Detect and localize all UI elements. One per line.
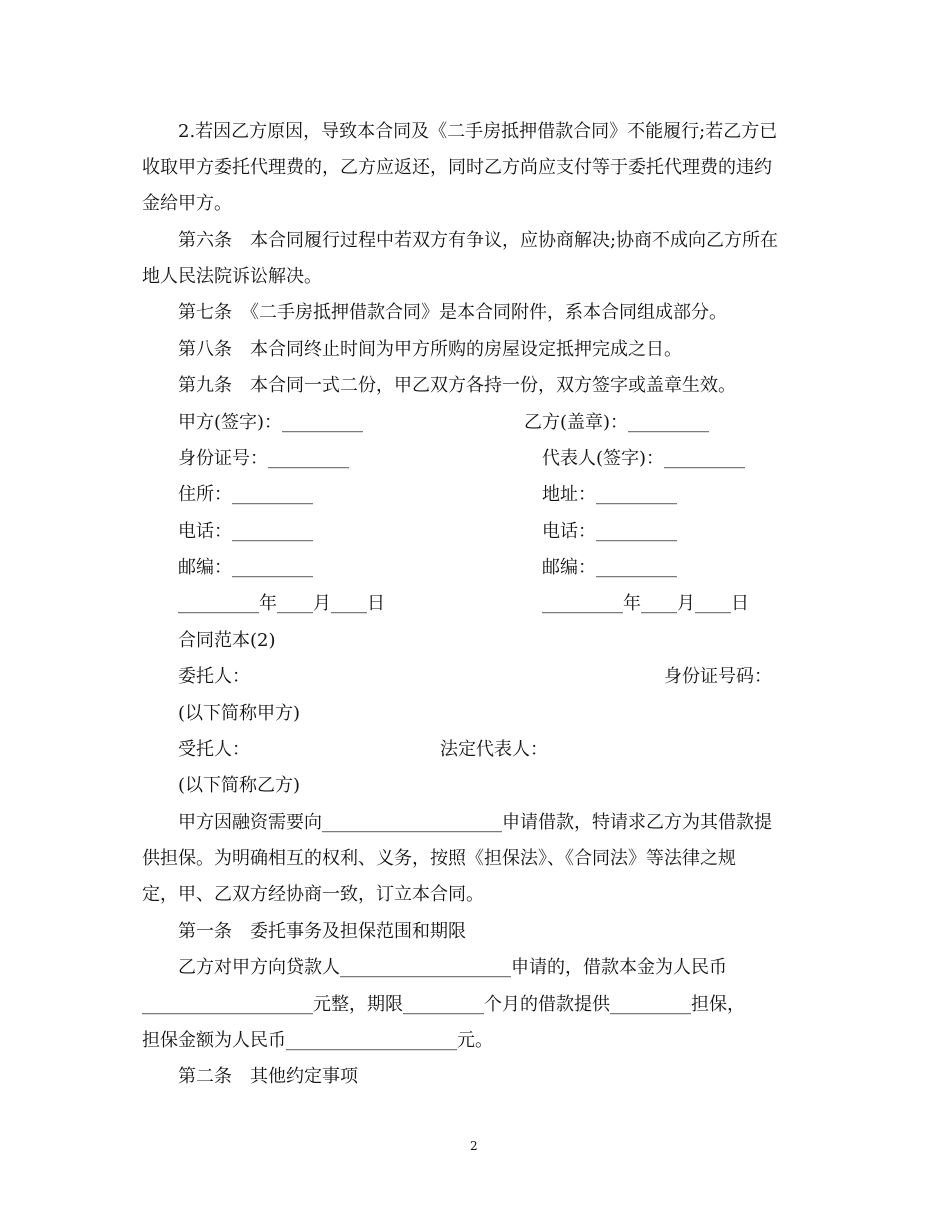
signature-party-b: 乙方(盖章)：_________	[524, 412, 710, 433]
intro-line: 供担保。为明确相互的权利、义务，按照《担保法》、《合同法》等法律之规	[142, 848, 736, 869]
signature-phone-b: 电话：_________	[542, 521, 677, 542]
signature-postcode-a: 邮编：_________	[178, 557, 313, 578]
paragraph-line: 2.若因乙方原因，导致本合同及《二手房抵押借款合同》不能履行;若乙方已	[178, 121, 778, 142]
paragraph-line: 地人民法院诉讼解决。	[142, 266, 322, 287]
paragraph-line: 第九条 本合同一式二份，甲乙双方各持一份，双方签字或盖章生效。	[178, 375, 736, 396]
signature-date-b: _________年____月____日	[542, 593, 749, 614]
paragraph-line: 第七条 《二手房抵押借款合同》是本合同附件，系本合同组成部分。	[178, 302, 727, 323]
paragraph-line: 金给甲方。	[142, 193, 232, 214]
signature-postcode-b: 邮编：_________	[542, 557, 677, 578]
signature-date-a: _________年____月____日	[178, 593, 385, 614]
paragraph-line: 收取甲方委托代理费的，乙方应返还，同时乙方尚应支付等于委托代理费的违约	[142, 157, 772, 178]
signature-representative: 代表人(签字)：_________	[542, 448, 746, 469]
article-1-line: 乙方对甲方向贷款人___________________申请的，借款本金为人民币	[178, 957, 727, 978]
signature-residence: 住所：_________	[178, 484, 313, 505]
id-number-label: 身份证号码：	[664, 666, 772, 687]
paragraph-line: 第六条 本合同履行过程中若双方有争议，应协商解决;协商不成向乙方所在	[178, 230, 779, 251]
signature-address: 地址：_________	[542, 484, 677, 505]
article-1-title: 第一条 委托事务及担保范围和期限	[178, 921, 466, 942]
article-1-line: ___________________元整，期限_________个月的借款提供_________担保，	[142, 994, 745, 1015]
party-a-note: (以下简称甲方)	[178, 703, 301, 724]
intro-line: 定，甲、乙双方经协商一致，订立本合同。	[142, 884, 484, 905]
paragraph-line: 第八条 本合同终止时间为甲方所购的房屋设定抵押完成之日。	[178, 339, 682, 360]
page-number: 2	[470, 1139, 478, 1153]
party-b-note: (以下简称乙方)	[178, 775, 301, 796]
trustee-label: 受托人：	[178, 739, 250, 760]
signature-party-a: 甲方(签字)：_________	[178, 412, 364, 433]
article-2-title: 第二条 其他约定事项	[178, 1066, 358, 1087]
legal-representative-label: 法定代表人：	[440, 739, 548, 760]
intro-line: 甲方因融资需要向____________________申请借款，特请求乙方为其借款提	[178, 812, 772, 833]
signature-id-number: 身份证号：_________	[178, 448, 349, 469]
template-heading: 合同范本(2)	[178, 630, 276, 651]
entrustor-label: 委托人：	[178, 666, 250, 687]
signature-phone-a: 电话：_________	[178, 521, 313, 542]
article-1-line: 担保金额为人民币___________________元。	[142, 1030, 493, 1051]
